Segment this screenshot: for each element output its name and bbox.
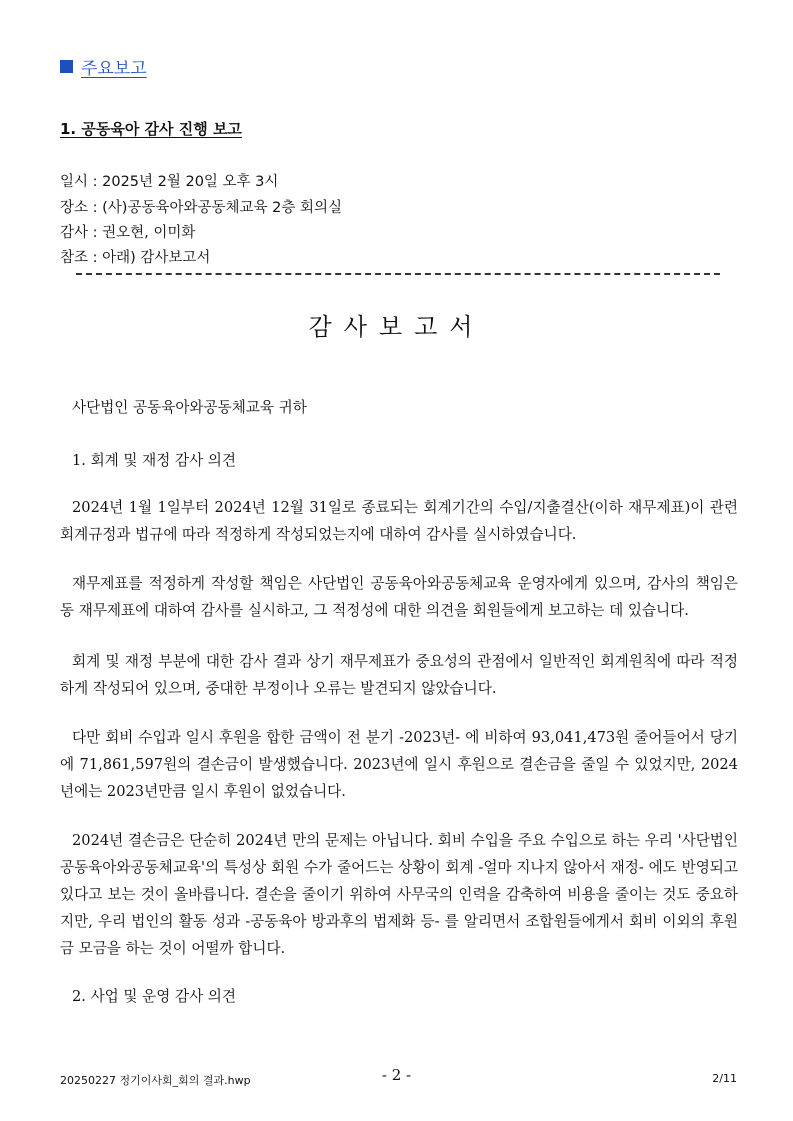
meta-auditors: 감사 : 권오현, 이미화 [60,225,196,241]
footer-page-marker: - 2 - [381,1066,412,1084]
section-header [60,54,147,79]
section-label: 주요보고 [81,59,147,79]
report-heading-2: 2. 사업 및 운영 감사 의견 [72,988,236,1005]
dashed-divider [76,273,720,275]
footer-filename: 20250227 정기이사회_회의 결과.hwp [60,1074,251,1087]
item-title: 1. 공동육아 감사 진행 보고 [60,120,242,138]
report-paragraph-1: 2024년 1월 1일부터 2024년 12월 31일로 종료되는 회계기간의 수입/지출결산(이하 재무제표)이 관련 회계규정과 법규에 따라 적정하게 작성되었는지에 대하여 감사를 실시하였습니다. [60,499,738,543]
report-paragraph-4: 다만 회비 수입과 일시 후원을 합한 금액이 전 분기 -2023년- 에 비하여 93,041,473원 줄어들어서 당기에 71,861,597원의 결손금이 발생했습니다. 2023년에 일시 후원으로 결손금을 줄일 수 있었지만, 2024년에는 2023년만큼 일시 후원이 없었습니다. [60,729,738,800]
report-paragraph-5: 2024년 결손금은 단순히 2024년 만의 문제는 아닙니다. 회비 수입을 주요 수입으로 하는 우리 '사단법인 공동육아와공동체교육'의 특성상 회원 수가 줄어드는 상황이 회계 -얼마 지나지 않아서 재정- 에도 반영되고 있다고 보는 것이 올바릅니다. 결손을 줄이기 위하여 사무국의 인력을 감축하여 비용을 줄이는 것도 중요하지만, 우리 법인의 활동 성과 -공동육아 방과후의 법제화 등- 를 알리면서 조합원들에게서 회비 이외의 후원금 모금을 하는 것이 어떨까 합니다. [60,832,738,957]
report-paragraph-2: 재무제표를 적정하게 작성할 책임은 사단법인 공동육아와공동체교육 운영자에게 있으며, 감사의 책임은 동 재무제표에 대하여 감사를 실시하고, 그 적정성에 대한 의견을 회원들에게 보고하는 데 있습니다. [60,575,738,619]
meta-place: 장소 : (사)공동육아와공동체교육 2층 회의실 [60,200,342,216]
meta-date: 일시 : 2025년 2월 20일 오후 3시 [60,174,279,190]
report-heading-1: 1. 회계 및 재정 감사 의견 [72,452,236,469]
report-paragraph-3: 회계 및 재정 부분에 대한 감사 결과 상기 재무제표가 중요성의 관점에서 일반적인 회계원칙에 따라 적정하게 작성되어 있으며, 중대한 부정이나 오류는 발견되지 않았습니다. [60,653,738,697]
footer-page-count: 2/11 [712,1072,737,1085]
report-title: 감사보고서 [308,313,485,341]
meta-reference: 참조 : 아래) 감사보고서 [60,250,211,266]
square-bullet-icon [60,60,73,73]
report-addressee: 사단법인 공동육아와공동체교육 귀하 [72,399,307,416]
